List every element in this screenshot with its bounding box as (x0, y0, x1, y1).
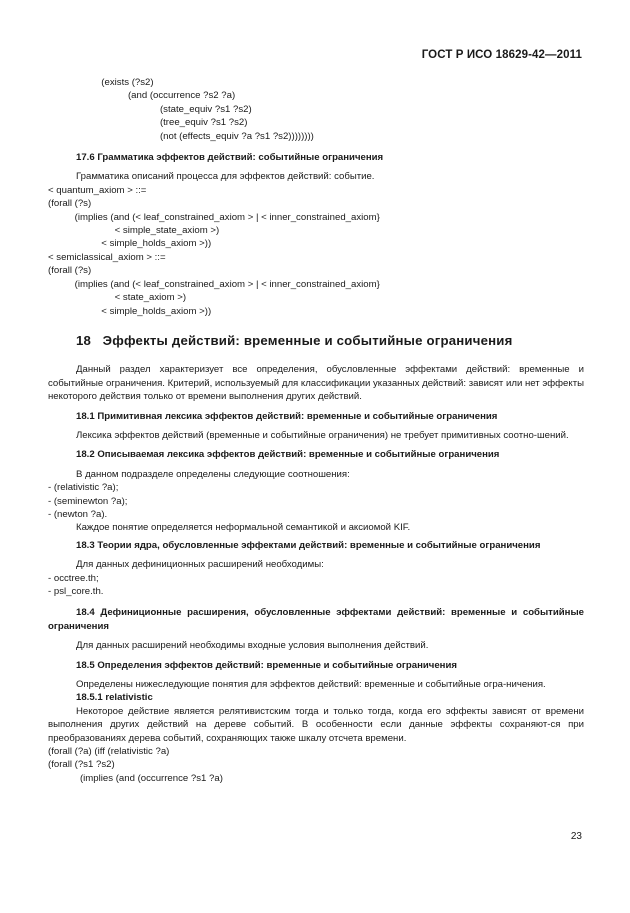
code-line: < semiclassical_axiom > ::= (48, 251, 166, 263)
code-block-top (48, 76, 584, 143)
code-line: < simple_holds_axiom >)) (48, 305, 212, 317)
code-line: < state_axiom >) (48, 292, 187, 304)
paragraph: Грамматика описаний процесса для эффектов действий: событие. (76, 171, 375, 183)
paragraph: Для данных дефиниционных расширений необходимы: (76, 559, 324, 571)
section-title-text: Эффекты действий: временные и событийные ограничения (102, 332, 513, 348)
code-line: (implies (and (< leaf_constrained_axiom > | < inner_constrained_axiom} (48, 211, 380, 223)
code-line: (state_equiv ?s1 ?s2) (48, 103, 252, 115)
list-item: - (relativistic ?a); (48, 482, 119, 494)
section-heading-18-1: 18.1 Примитивная лексика эффектов действий: временные и событийные ограничения (76, 410, 498, 422)
code-line: < simple_state_axiom >) (48, 225, 220, 237)
paragraph: Некоторое действие является релятивистским тогда и только тогда, когда его эффекты зависят от времени выполнения других действий на дереве событий. В особенности если данные эффекты сохраняют-ся при преобразованиях дерева событий, сохраняющих также шкалу отсчета времени. (48, 705, 584, 744)
code-line: (tree_equiv ?s1 ?s2) (48, 117, 248, 129)
code-line: < quantum_axiom > ::= (48, 184, 147, 196)
section-heading-17-6: 17.6 Грамматика эффектов действий: событийные ограничения (76, 152, 384, 164)
list-item: - occtree.th; (48, 572, 99, 584)
section-heading-18-5-1: 18.5.1 relativistic (76, 692, 153, 704)
list-item: - psl_core.th. (48, 586, 104, 597)
list-item: - (newton ?a). (48, 508, 108, 520)
page-number: 23 (570, 831, 582, 842)
document-id: ГОСТ Р ИСО 18629-42—2011 (421, 49, 582, 61)
paragraph: Для данных расширений необходимы входные условия выполнения действий. (76, 640, 429, 652)
section-title-18 (48, 334, 584, 347)
code-line: (and (occurrence ?s2 ?a) (48, 90, 236, 102)
code-line: (not (effects_equiv ?a ?s1 ?s2)))))))) (48, 130, 314, 142)
paragraph: В данном подразделе определены следующие соотношения: (76, 468, 350, 480)
code-line: (forall (?a) (iff (relativistic ?a) (48, 746, 170, 758)
code-line: (forall (?s) (48, 198, 92, 210)
code-line: (implies (and (< leaf_constrained_axiom > | < inner_constrained_axiom} (48, 278, 380, 290)
paragraph: Определены нижеследующие понятия для эффектов действий: временные и событийные огра-ничения. (76, 679, 546, 691)
section-number: 18 (76, 332, 92, 348)
list-item: - (seminewton ?a); (48, 495, 128, 507)
code-block-17-6 (48, 184, 584, 318)
section-heading-18-2: 18.2 Описываемая лексика эффектов действий: временные и событийные ограничения (76, 449, 500, 461)
code-line: (forall (?s1 ?s2) (48, 759, 115, 771)
code-line: < simple_holds_axiom >)) (48, 238, 212, 250)
code-line: (forall (?s) (48, 265, 92, 277)
paragraph: Данный раздел характеризует все определения, обусловленные эффектами действий: временные и событийные ограничения. Критерий, используемый для классификации указанных действий: зависят или нет эффекты некоторого действия только от времени выполнения других действий. (48, 364, 584, 403)
section-heading-18-4: 18.4 Дефиниционные расширения, обусловленные эффектами действий: временные и событийные ограничения (48, 607, 584, 632)
code-line: (exists (?s2) (48, 77, 154, 88)
page-content (48, 76, 584, 785)
paragraph: Каждое понятие определяется неформальной семантикой и аксиомой KIF. (76, 522, 411, 534)
paragraph: Лексика эффектов действий (временные и событийные ограничения) не требует примитивных соотно-шений. (76, 429, 569, 441)
section-heading-18-3: 18.3 Теории ядра, обусловленные эффектами действий: временные и событийные ограничения (76, 539, 541, 551)
code-line: (implies (and (occurrence ?s1 ?a) (48, 772, 223, 784)
section-heading-18-5: 18.5 Определения эффектов действий: временные и событийные ограничения (76, 659, 457, 671)
code-block-18-5-1 (48, 745, 584, 785)
